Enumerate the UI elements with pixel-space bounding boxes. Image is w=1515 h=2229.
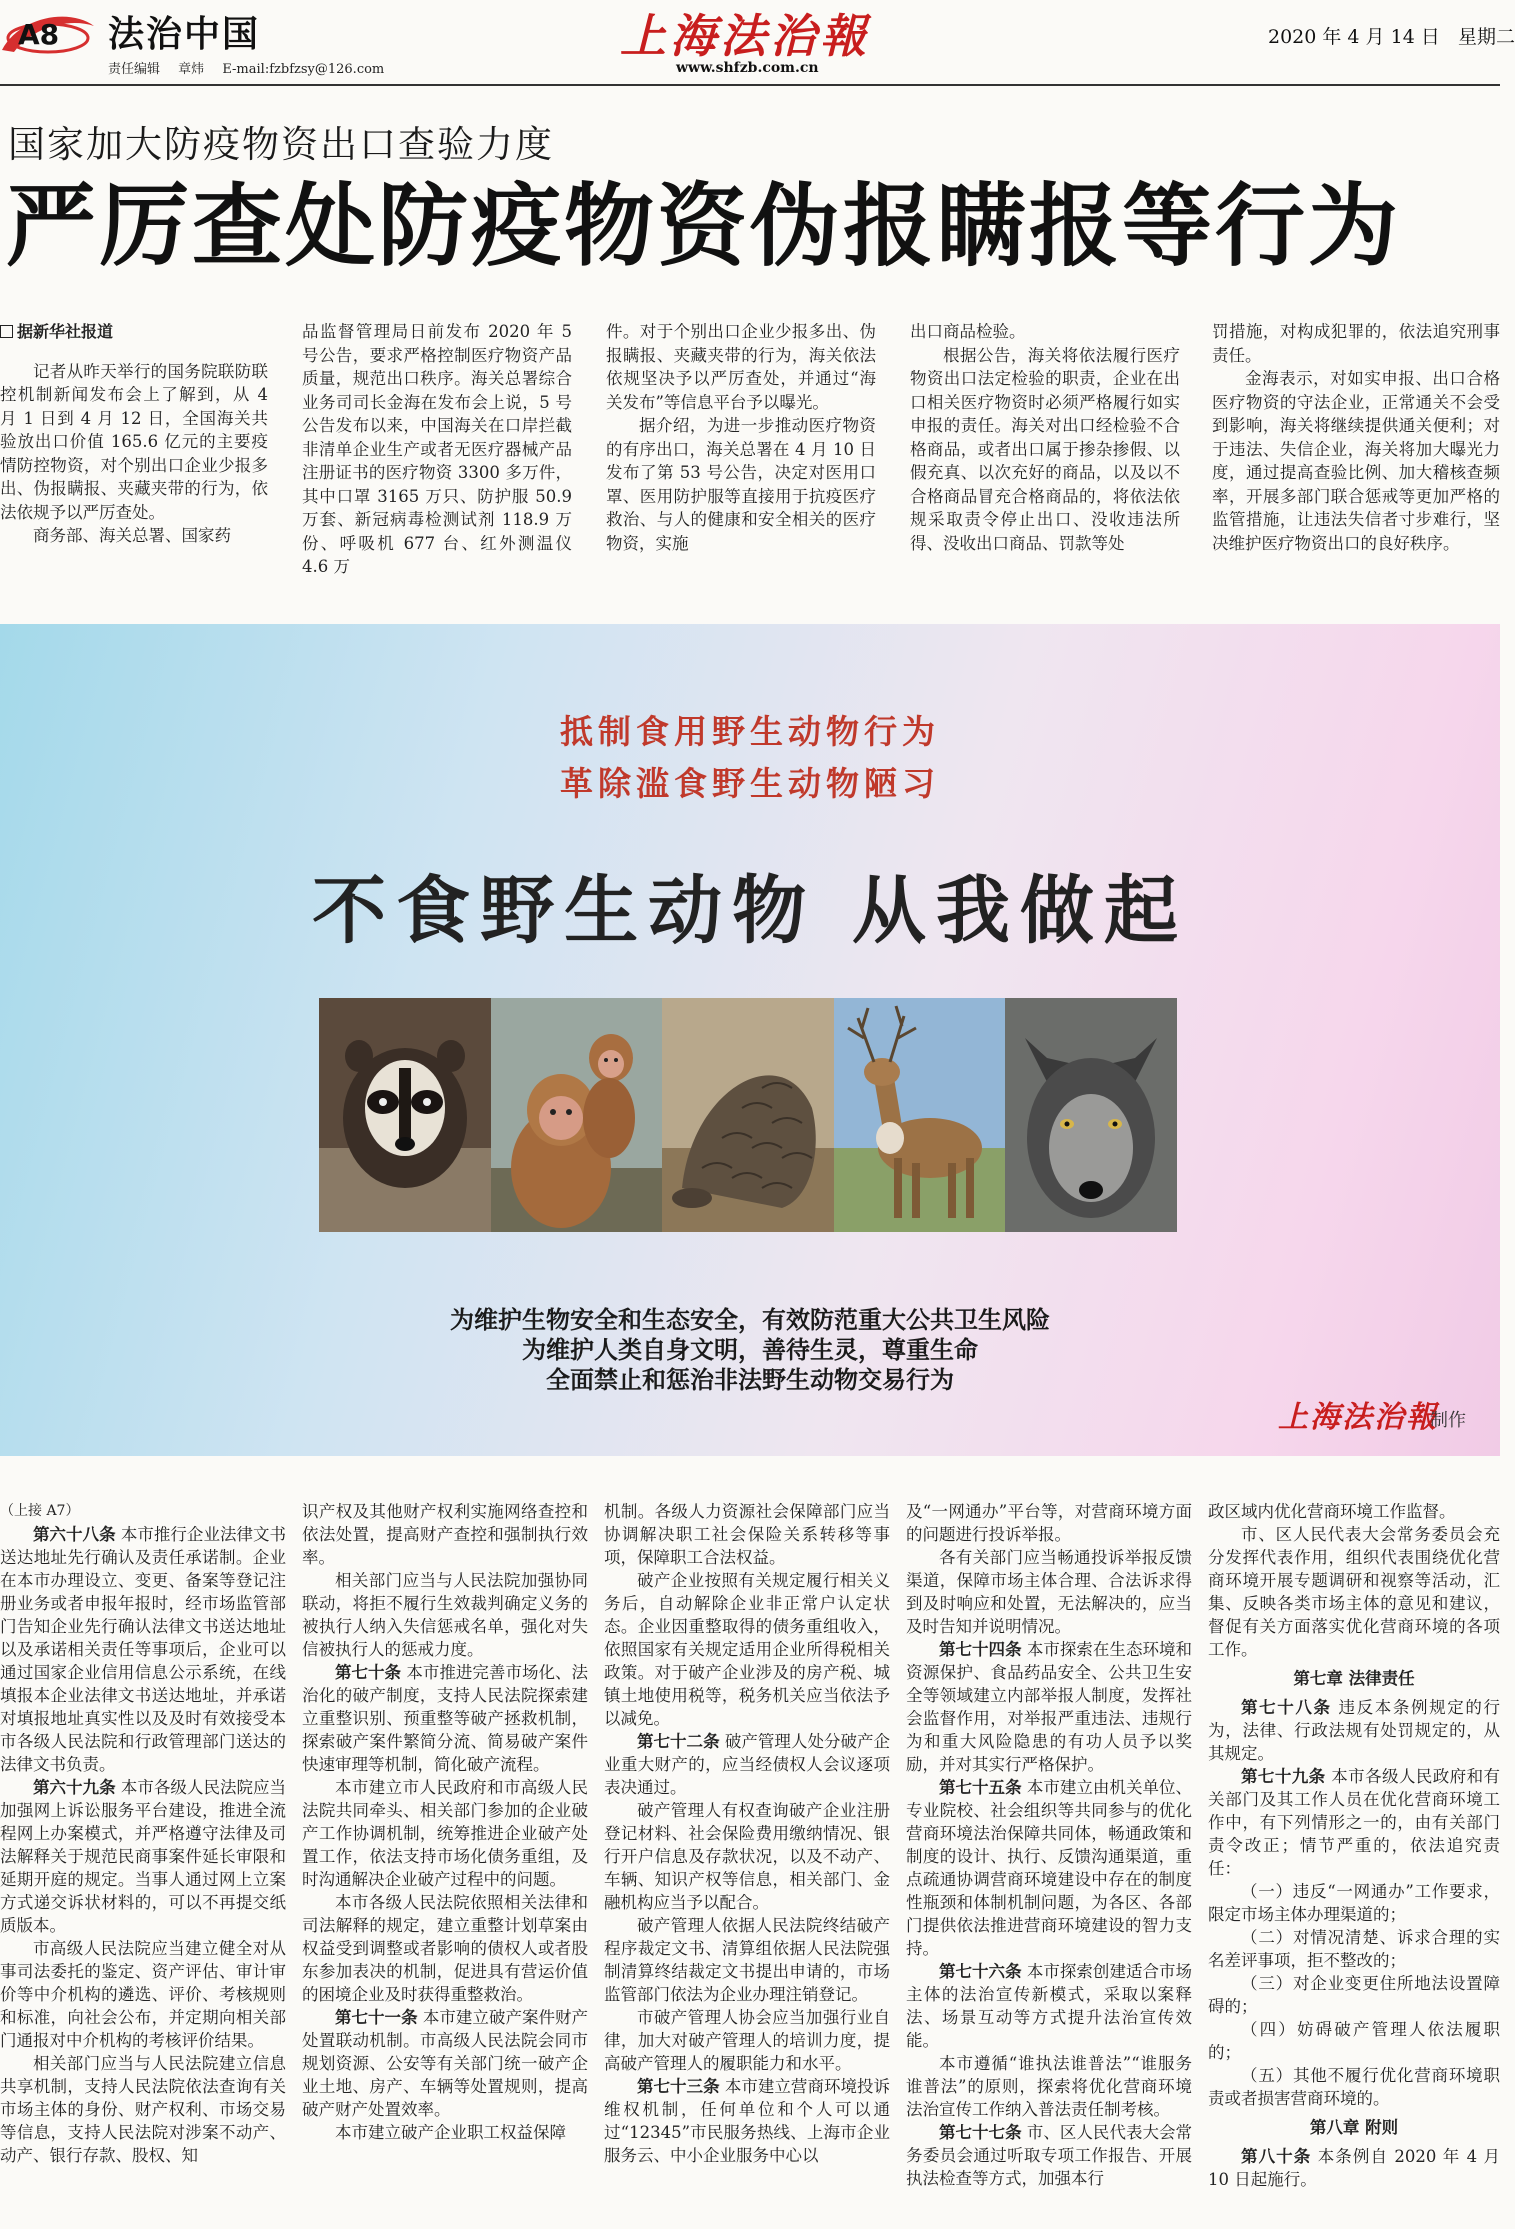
article-text: 市、区人民代表大会常务委员会充分发挥代表作用，组织代表围绕优化营商环境开展专题调研和视察等活动，汇集、反映各类市场主体的意见和建议，督促有关方面落实优化营商环境的各项工作。: [1208, 1525, 1500, 1659]
article-paragraph: [604, 1569, 890, 1730]
article-paragraph: [906, 1500, 1192, 1546]
article-paragraph: [0, 1776, 286, 1937]
article-paragraph: [302, 1891, 588, 2006]
article-number: 第六十八条: [33, 1525, 116, 1544]
paragraph: 据介绍，为进一步推动医疗物资的有序出口，海关总署在 4 月 10 日发布了第 53 号公告，决定对医用口罩、医用防护服等直接用于抗疫医疗救治、与人的健康和安全相关的医疗物资，实施: [606, 416, 876, 553]
article-text: 本市建立由机关单位、专业院校、社会组织等共同参与的优化营商环境法治保障共同体，畅通政策和制度的设计、执行、反馈沟通渠道，重点疏通协调营商环境建设中存在的制度性瓶颈和体制机制问题，为各区、各部门提供依法推进营商环境建设的智力支持。: [906, 1778, 1193, 1958]
regulation-column-2: [302, 1500, 588, 2228]
article-text: 本市推进完善市场化、法治化的破产制度，支持人民法院探索建立重整识别、预重整等破产拯救机制，探索破产案件繁简分流、简易破产案件快速审理等机制，简化破产流程。: [302, 1663, 589, 1774]
deer-photo: [834, 998, 1006, 1232]
article-text: 本市建立破产案件财产处置联动机制。市高级人民法院会同市规划资源、公安等有关部门统一破产企业土地、房产、车辆等处置规则，提高破产财产处置效率。: [302, 2008, 589, 2119]
article-text: （四）妨碍破产管理人依法履职的；: [1208, 2020, 1500, 2062]
article-paragraph: [906, 1960, 1192, 2052]
paragraph: 罚措施，对构成犯罪的，依法追究刑事责任。: [1212, 322, 1500, 365]
paragraph: 金海表示，对如实申报、出口合格医疗物资的守法企业，正常通关不会受到影响，海关将继续提供通关便利；对于违法、失信企业，海关将加大曝光力度，通过提高查验比例、加大稽核查频率，开展多部门联合惩戒等更加严格的监管措施，让违法失信者寸步难行，坚决维护医疗物资出口的良好秩序。: [1212, 369, 1500, 553]
article-paragraph: [906, 2052, 1192, 2121]
article-number: 第八十条: [1241, 2147, 1312, 2166]
article-paragraph: [0, 1937, 286, 2052]
article-text: 机制。各级人力资源社会保障部门应当协调解决职工社会保险关系转移等事项，保障职工合法权益。: [604, 1502, 890, 1567]
article-number: 第七十五条: [939, 1778, 1022, 1797]
animal-photo-strip: [319, 998, 1177, 1232]
paper-logo: 上海法治報: [620, 9, 870, 63]
article-column-3: [606, 320, 876, 576]
article-number: 第七十一条: [335, 2008, 418, 2027]
article-text: 本市各级人民法院应当加强网上诉讼服务平台建设，推进全流程网上办案模式，并严格遵守法律及司法解释关于规范民商事案件延长审限和延期开庭的规定。当事人通过网上立案方式递交诉状材料的，可以不再提交纸质版本。: [0, 1778, 287, 1935]
masked-palm-civet-photo: [319, 998, 491, 1232]
regulation-column-4: [906, 1500, 1192, 2228]
article-text: 相关部门应当与人民法院加强协同联动，将拒不履行生效裁判确定义务的被执行人纳入失信惩戒名单，强化对失信被执行人的惩戒力度。: [302, 1571, 588, 1659]
byline: [0, 320, 268, 344]
article-text: 识产权及其他财产权利实施网络查控和依法处置，提高财产查控和强制执行效率。: [302, 1502, 588, 1567]
regulation-column-1: [0, 1500, 286, 2228]
article-paragraph: [1208, 1696, 1500, 1765]
page-number: A8: [18, 18, 60, 51]
article-number: 第七十六条: [939, 1962, 1022, 1981]
article-column-1: [0, 320, 268, 576]
article-paragraph: [0, 2052, 286, 2167]
article-text: 市、区人民代表大会常务委员会通过听取专项工作报告、开展执法检查等方式，加强本行: [906, 2123, 1193, 2188]
paragraph: 出口商品检验。: [910, 322, 1026, 341]
article-paragraph: [906, 1776, 1192, 1960]
macaque-photo: [491, 998, 663, 1232]
article-text: 破产管理人处分破产企业重大财产的，应当经债权人会议逐项表决通过。: [604, 1732, 891, 1797]
poster-tagline-3: 全面禁止和惩治非法野生动物交易行为: [546, 1366, 954, 1394]
article-paragraph: [906, 2121, 1192, 2190]
editor-label: 责任编辑: [108, 62, 161, 77]
article-text: 违反本条例规定的行为，法律、行政法规有处罚规定的，从其规定。: [1208, 1698, 1500, 1763]
article-text: 本市建立市人民政府和市高级人民法院共同牵头、相关部门参加的企业破产工作协调机制，统筹推进企业破产处置工作，依法支持市场化债务重组，及时沟通解决企业破产过程中的问题。: [302, 1778, 588, 1889]
masthead-divider: [0, 84, 1500, 86]
weekday-text: 星期二: [1457, 26, 1515, 48]
article-number: 第七十三条: [637, 2077, 720, 2096]
article-kicker: 国家加大防疫物资出口查验力度: [8, 123, 554, 166]
article-column-5: [1212, 320, 1500, 576]
article-paragraph: [302, 1776, 588, 1891]
article-paragraph: [1208, 1765, 1500, 1880]
article-text: （一）违反“一网通办”工作要求，限定市场主体办理渠道的；: [1208, 1882, 1500, 1924]
editor-info: [108, 58, 398, 77]
article-paragraph: [302, 1569, 588, 1661]
article-text: 及“一网通办”平台等，对营商环境方面的问题进行投诉举报。: [906, 1502, 1192, 1544]
paragraph: 品监督管理局日前发布 2020 年 5 号公告，要求严格控制医疗物资产品质量，规范出口秩序。海关总署综合业务司司长金海在发布会上说，5 号公告发布以来，中国海关在口岸拦截非清单企业生产或者无医疗器械产品注册证书的医疗物资 3300 多万件，其中口罩 3165 万只、防护服 50.9 万套、新冠病毒检测试剂 118.9 万份、呼吸机 677 台、红外测温仪 4.6 万: [302, 322, 572, 576]
article-text: 本市遵循“谁执法谁普法”“谁服务谁普法”的原则，探索将优化营商环境法治宣传工作纳入普法责任制考核。: [906, 2054, 1192, 2119]
editor-name: 章炜: [178, 62, 205, 77]
article-text: （三）对企业变更住所地法设置障碍的；: [1208, 1974, 1500, 2016]
fox-photo: [1005, 998, 1177, 1232]
paragraph: 件。对于个别出口企业少报多出、伪报瞒报、夹藏夹带的行为，海关依法依规坚决予以严厉查处，并通过“海关发布”等信息平台予以曝光。: [606, 322, 876, 412]
article-number: 第七十七条: [939, 2123, 1022, 2142]
article-text: 本市推行企业法律文书送达地址先行确认及责任承诺制。企业在本市办理设立、变更、备案等登记注册业务或者申报年报时，经市场监管部门告知企业先行确认法律文书送达地址以及承诺相关责任等事项后，企业可以通过国家企业信用信息公示系统，在线填报本企业法律文书送达地址，并承诺对填报地址真实性以及及时有效接受本市各级人民法院和行政管理部门送达的法律文书负责。: [0, 1525, 287, 1774]
article-text: 本市建立营商环境投诉维权机制，任何单位和个人可以通过“12345”市民服务热线、上海市企业服务云、中小企业服务中心以: [604, 2077, 891, 2165]
article-paragraph: [604, 1799, 890, 1914]
article-paragraph: [604, 2075, 890, 2167]
section-name: 法治中国: [108, 14, 261, 55]
byline-box-icon: [0, 325, 13, 338]
poster-tagline-2: 为维护人类自身文明，善待生灵，尊重生命: [522, 1336, 978, 1364]
paragraph: 根据公告，海关将依法履行医疗物资出口法定检验的职责，企业在出口相关医疗物资时必须严格履行如实申报的责任。海关对出口经检验不合格商品，或者出口属于掺杂掺假、以假充真、以次充好的商品，以及以不合格商品冒充合格商品的，将依法依规采取责令停止出口、没收违法所得、没收出口商品、罚款等处: [910, 345, 1180, 553]
article-paragraph: [302, 2006, 588, 2121]
article-text: 本市建立破产企业职工权益保障: [335, 2123, 566, 2142]
chapter-heading: 第七章 法律责任: [1293, 1669, 1415, 1688]
article-paragraph: [1208, 1972, 1500, 2018]
article-number: 第七十条: [335, 1663, 402, 1682]
article-paragraph: [1208, 2018, 1500, 2064]
article-paragraph: [906, 1638, 1192, 1776]
article-number: 第六十九条: [33, 1778, 116, 1797]
paper-url[interactable]: www.shfzb.com.cn: [676, 60, 819, 76]
wildlife-poster: [0, 624, 1500, 1456]
poster-credit-logo: 上海法治報: [1278, 1400, 1438, 1435]
paragraph: 记者从昨天举行的国务院联防联控机制新闻发布会上了解到，从 4 月 1 日到 4 月 12 日，全国海关共验放出口价值 165.6 亿元的主要疫情防控物资，对个别出口企业少报多出、伪报瞒报、夹藏夹带的行为，依法依规予以严厉查处。: [0, 361, 268, 522]
poster-tagline-1: 为维护生物安全和生态安全，有效防范重大公共卫生风险: [450, 1306, 1050, 1334]
article-paragraph: [1208, 1880, 1500, 1926]
article-paragraph: [1208, 2064, 1500, 2110]
article-paragraph: [604, 1730, 890, 1799]
article-text: 本市各级人民法院依照相关法律和司法解释的规定，建立重整计划草案由权益受到调整或者影响的债权人或者股东参加表决的机制，促进具有营运价值的困境企业及时获得重整救治。: [302, 1893, 588, 2004]
article-paragraph: [1208, 2145, 1500, 2191]
article-number: 第七十九条: [1241, 1767, 1326, 1786]
poster-credit-text: 制作: [1430, 1410, 1466, 1431]
article-text: 破产管理人依据人民法院终结破产程序裁定文书、清算组依据人民法院强制清算终结裁定文书提出申请的，市场监管部门依法为企业办理注销登记。: [604, 1916, 890, 2004]
article-text: （二）对情况清楚、诉求合理的实名差评事项，拒不整改的；: [1208, 1928, 1500, 1970]
article-column-2: [302, 320, 572, 576]
pangolin-photo: [662, 998, 834, 1232]
regulation-column-3: [604, 1500, 890, 2228]
article-paragraph: [0, 1523, 286, 1776]
article-text: 本市探索在生态环境和资源保护、食品药品安全、公共卫生安全等领域建立内部举报人制度，发挥社会监督作用，对举报严重违法、违规行为和重大风险隐患的有功人员予以奖励，并对其实行严格保护。: [906, 1640, 1193, 1774]
article-headline: 严厉查处防疫物资伪报瞒报等行为: [6, 174, 1401, 279]
article-paragraph: [604, 2006, 890, 2075]
article-text: 相关部门应当与人民法院建立信息共享机制，支持人民法院依法查询有关市场主体的身份、财产权利、市场交易等信息，支持人民法院对涉案不动产、动产、银行存款、股权、知: [0, 2054, 286, 2165]
poster-title: 不食野生动物 从我做起: [312, 868, 1188, 954]
issue-date: [1268, 22, 1515, 49]
poster-slogan-1: 抵制食用野生动物行为: [560, 712, 940, 751]
article-number: 第七十二条: [637, 1732, 720, 1751]
paragraph: 商务部、海关总署、国家药: [33, 526, 231, 545]
article-paragraph: [302, 1661, 588, 1776]
article-paragraph: [1208, 1926, 1500, 1972]
article-text: 市高级人民法院应当建立健全对从事司法委托的鉴定、资产评估、审计审价等中介机构的遴选、评价、考核规则和标准，向社会公布，并定期向相关部门通报对中介机构的考核评价结果。: [0, 1939, 286, 2050]
regulation-column-5: [1208, 1500, 1500, 2228]
continued-note: （上接 A7）: [0, 1503, 80, 1519]
article-paragraph: [1208, 1523, 1500, 1661]
article-text: （五）其他不履行优化营商环境职责或者损害营商环境的。: [1208, 2066, 1500, 2108]
article-text: 本市各级人民政府和有关部门及其工作人员在优化营商环境工作中，有下列情形之一的，由有关部门责令改正；情节严重的，依法追究责任：: [1208, 1767, 1501, 1878]
article-paragraph: [604, 1914, 890, 2006]
article-text: 本市探索创建适合市场主体的法治宣传新模式，采取以案释法、场景互动等方式提升法治宣传效能。: [906, 1962, 1193, 2050]
page-number-badge: [0, 6, 96, 56]
article-paragraph: [604, 1500, 890, 1569]
editor-email[interactable]: E-mail:fzbfzsy@126.com: [222, 62, 385, 77]
article-number: 第七十四条: [939, 1640, 1022, 1659]
byline-text: 据新华社报道: [17, 322, 114, 341]
article-paragraph: [302, 1500, 588, 1569]
article-number: 第七十八条: [1241, 1698, 1332, 1717]
date-text: 2020 年 4 月 14 日: [1268, 26, 1440, 48]
article-text: 市破产管理人协会应当加强行业自律，加大对破产管理人的培训力度，提高破产管理人的履职能力和水平。: [604, 2008, 890, 2073]
article-paragraph: [1208, 1500, 1500, 1523]
article-column-4: [910, 320, 1180, 576]
chapter-heading: 第八章 附则: [1309, 2118, 1399, 2137]
article-paragraph: [906, 1546, 1192, 1638]
article-text: 破产企业按照有关规定履行相关义务后，自动解除企业非正常户认定状态。企业因重整取得的债务重组收入，依照国家有关规定适用企业所得税相关政策。对于破产企业涉及的房产税、城镇土地使用税等，税务机关应当依法予以减免。: [604, 1571, 890, 1728]
article-text: 破产管理人有权查询破产企业注册登记材料、社会保险费用缴纳情况、银行开户信息及存款状况，以及不动产、车辆、知识产权等信息，相关部门、金融机构应当予以配合。: [604, 1801, 890, 1912]
article-paragraph: [302, 2121, 588, 2144]
poster-slogan-2: 革除滥食野生动物陋习: [560, 764, 940, 803]
article-text: 本条例自 2020 年 4 月 10 日起施行。: [1208, 2147, 1501, 2189]
article-text: 各有关部门应当畅通投诉举报反馈渠道，保障市场主体合理、合法诉求得到及时响应和处置，无法解决的，应当及时告知并说明情况。: [906, 1548, 1192, 1636]
article-text: 政区域内优化营商环境工作监督。: [1208, 1502, 1456, 1521]
